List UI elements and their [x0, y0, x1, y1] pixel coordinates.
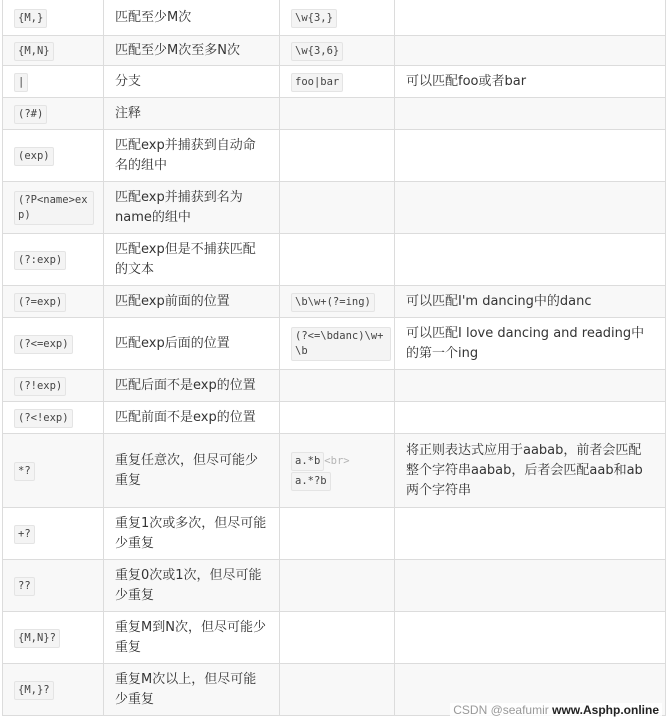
table-row: [3, 182, 666, 234]
example-cell: [280, 508, 395, 560]
syntax-cell: {M,N}?: [3, 612, 104, 664]
syntax-cell: (exp): [3, 130, 104, 182]
description-cell: 重复0次或1次，但尽可能少重复: [104, 560, 280, 612]
table-row: [3, 286, 666, 318]
description-cell: 注释: [104, 98, 280, 130]
description-cell: 分支: [104, 66, 280, 98]
syntax-cell: *?: [3, 434, 104, 508]
syntax-cell: |: [3, 66, 104, 98]
example-cell: \w{3,}: [280, 0, 395, 36]
example-cell: (?<=\bdanc)\w+\b: [280, 318, 395, 370]
table-row: [3, 318, 666, 370]
description-cell: 匹配至少M次: [104, 0, 280, 36]
example-cell: [280, 664, 395, 716]
description-cell: 匹配exp前面的位置: [104, 286, 280, 318]
table-row: [3, 434, 666, 508]
watermark: [450, 703, 662, 717]
description-cell: 匹配exp并捕获到名为name的组中: [104, 182, 280, 234]
description-cell: 重复M到N次，但尽可能少重复: [104, 612, 280, 664]
description-cell: 重复M次以上，但尽可能少重复: [104, 664, 280, 716]
syntax-cell: (?P<name>exp): [3, 182, 104, 234]
br-fragment: <br>: [324, 454, 350, 467]
syntax-cell: {M,}?: [3, 664, 104, 716]
description-cell: 匹配前面不是exp的位置: [104, 402, 280, 434]
note-cell: [395, 182, 666, 234]
example-cell: [280, 370, 395, 402]
example-cell: \w{3,6}: [280, 36, 395, 66]
syntax-cell: {M,}: [3, 0, 104, 36]
example-cell: [280, 234, 395, 286]
syntax-cell: +?: [3, 508, 104, 560]
table-row: [3, 612, 666, 664]
example-cell: [280, 560, 395, 612]
example-cell: [280, 182, 395, 234]
example-cell: foo|bar: [280, 66, 395, 98]
table-row: [3, 402, 666, 434]
table-row: [3, 508, 666, 560]
table-row: [3, 0, 666, 36]
note-cell: 可以匹配foo或者bar: [395, 66, 666, 98]
note-cell: 将正则表达式应用于aabab，前者会匹配整个字符串aabab，后者会匹配aab和ab两个字符串: [395, 434, 666, 508]
example-cell: [280, 612, 395, 664]
syntax-cell: (?!exp): [3, 370, 104, 402]
example-cell: \b\w+(?=ing): [280, 286, 395, 318]
description-cell: 匹配exp但是不捕获匹配的文本: [104, 234, 280, 286]
table-row: [3, 66, 666, 98]
table-row: [3, 130, 666, 182]
note-cell: [395, 36, 666, 66]
note-cell: [395, 130, 666, 182]
note-cell: 可以匹配I'm dancing中的danc: [395, 286, 666, 318]
syntax-cell: (?<=exp): [3, 318, 104, 370]
note-cell: 可以匹配I love dancing and reading中的第一个ing: [395, 318, 666, 370]
note-cell: [395, 234, 666, 286]
description-cell: 重复任意次，但尽可能少重复: [104, 434, 280, 508]
example-cell: [280, 130, 395, 182]
example-cell: [280, 98, 395, 130]
example-cell: a.*b <br> a.*?b: [280, 434, 395, 508]
note-cell: [395, 402, 666, 434]
regex-syntax-table: [2, 0, 666, 716]
note-cell: [395, 0, 666, 36]
note-cell: [395, 560, 666, 612]
table-row: [3, 370, 666, 402]
syntax-cell: (?<!exp): [3, 402, 104, 434]
description-cell: 匹配后面不是exp的位置: [104, 370, 280, 402]
syntax-cell: (?#): [3, 98, 104, 130]
description-cell: 匹配exp并捕获到自动命名的组中: [104, 130, 280, 182]
watermark-csdn: CSDN @seafumir: [453, 703, 549, 717]
description-cell: 匹配exp后面的位置: [104, 318, 280, 370]
syntax-cell: (?=exp): [3, 286, 104, 318]
description-cell: 重复1次或多次，但尽可能少重复: [104, 508, 280, 560]
syntax-cell: ??: [3, 560, 104, 612]
note-cell: [395, 98, 666, 130]
table-row: [3, 36, 666, 66]
syntax-cell: {M,N}: [3, 36, 104, 66]
table-row: [3, 234, 666, 286]
note-cell: [395, 508, 666, 560]
table-row: [3, 560, 666, 612]
note-cell: [395, 612, 666, 664]
watermark-site: www.Asphp.online: [552, 703, 659, 717]
syntax-cell: (?:exp): [3, 234, 104, 286]
example-cell: [280, 402, 395, 434]
description-cell: 匹配至少M次至多N次: [104, 36, 280, 66]
table-row: [3, 98, 666, 130]
note-cell: [395, 370, 666, 402]
